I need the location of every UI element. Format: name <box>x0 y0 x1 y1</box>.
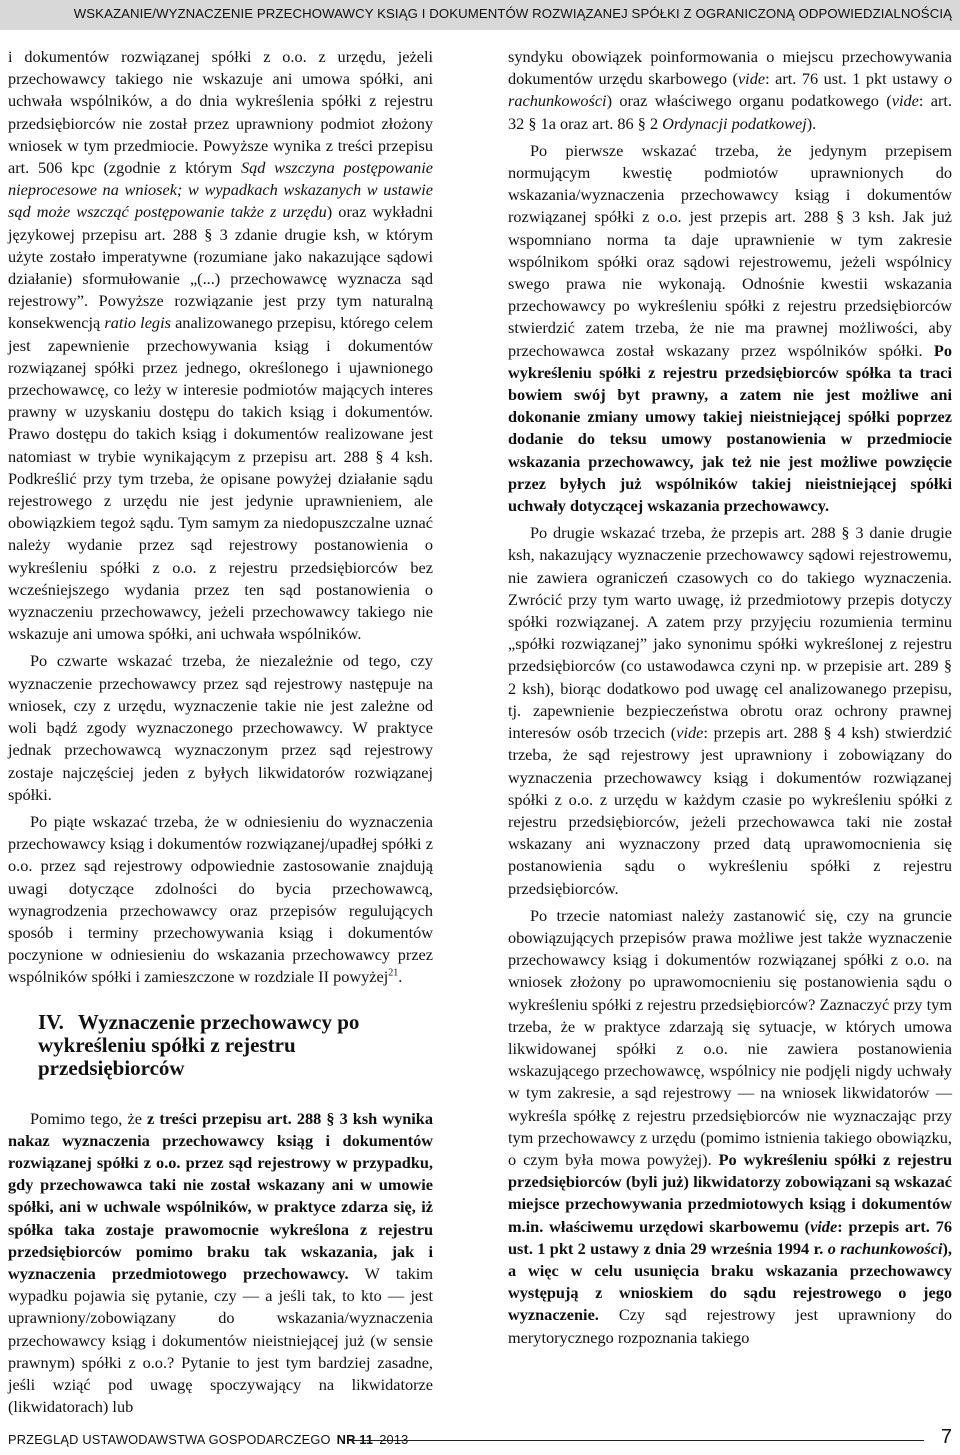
italic-text-run: o rachunkowości <box>508 69 952 111</box>
section-title: Wyznaczenie przechowawcy po wykreśleniu spółki z rejestru przedsiębiorców <box>38 1009 360 1080</box>
paragraph <box>8 811 433 989</box>
issue-number: NR 11 <box>336 1432 374 1447</box>
text-run: syndyku obowiązek poinformowania o miejscu przechowywania dokumentów urzędu skarbowego ( <box>508 47 952 89</box>
italic-text-run: vide <box>891 91 919 111</box>
paragraph <box>8 46 433 645</box>
paragraph: Po czwarte wskazać trzeba, że niezależnie od tego, czy wyznaczenie przechowawcy przez sąd rejestrowy następuje na wniosek, czy z urzędu, wyznaczenie takie nie jest zależne od woli bądź zgody wyznaczonego przechowawcy. W praktyce jednak przechowawcą wyznaczonym przez sąd rejestrowy zostaje najczęściej jeden z byłych likwidatorów rozwiązanej spółki. <box>8 651 433 804</box>
italic-text-run: Ordynacji podatkowej <box>662 113 807 133</box>
text-run: W takim wypadku pojawia się pytanie, czy — a jeśli tak, to kto — jest uprawniony/zobowiązany do wskazania/wyznaczenia przechowawcy ksiąg i dokumentów nieistniejącej już (w sensie prawnym) spółki z o.o.? Pytanie to jest tym bardziej zasadne, jeśli wziąć pod uwagę spoczywający na likwidatorze (likwidatorach) lub <box>8 1263 433 1417</box>
text-run: i dokumentów rozwiązanej spółki z o.o. z urzędu, jeżeli przechowawcy takiego nie wskazuje ani umowa spółki, ani uchwała wspólników, a do dnia wykreślenia spółki z rejestru przedsiębiorców nie został przez uprawniony podmiot złożony wniosek w tym przedmiocie. Powyższe wynika z treści przepisu art. 506 kpc (zgodnie z którym <box>8 47 433 178</box>
paragraph <box>508 140 952 517</box>
journal-name: PRZEGLĄD USTAWODAWSTWA GOSPODARCZEGO <box>8 1432 331 1447</box>
footer-rule <box>348 1440 924 1441</box>
paragraph <box>508 522 952 899</box>
text-run: Po drugie wskazać trzeba, że przepis art. 288 § 3 danie drugie ksh, nakazujący wyznaczenie przechowawcy sądowi rejestrowemu, nie zawiera ograniczeń czasowych co do takiego wyznaczenia. Zwrócić przy tym warto uwagę, iż przedmiotowy przepis dotyczy spółki rozwiązanej. A zatem przy przyjęciu rozumienia terminu „spółki rozwiązanej” jako synonimu spółki wykreślonej z rejestru przedsiębiorców (co ustawodawca czyni np. w przepisie art. 289 § 2 ksh), biorąc dodatkowo pod uwagę cel analizowanego przepisu, tj. zapewnienie bezpieczeństwa obrotu oraz ochrony prawnej interesów osób trzecich ( <box>508 523 952 743</box>
bold-italic-text-run: o rachunkowości <box>827 1238 943 1258</box>
section-heading <box>38 1011 433 1080</box>
text-run: ) oraz właściwego organu podatkowego ( <box>606 91 892 111</box>
bold-text-run: ), a więc w celu usunięcia braku wskazania przechowawcy występują z wnioskiem do sądu rejestrowego o jego wyznaczenie. <box>508 1238 952 1325</box>
bold-italic-text-run: vide <box>810 1216 838 1236</box>
paragraph <box>8 1108 433 1419</box>
text-run: Czy sąd rejestrowy jest uprawniony do merytorycznego rozpoznania takiego <box>508 1305 952 1347</box>
text-run: Po pierwsze wskazać trzeba, że jedynym przepisem normującym kwestię podmiotów uprawnionych do wskazania/wyznaczenia przechowawcy ksiąg i dokumentów rozwiązanej spółki z o.o. jest przepis art. 288 § 3 ksh. Jak już wspomniano norma ta daje uprawnienie w tym zakresie wspólnikom spółki oraz sądowi rejestrowemu, jeżeli wspólnicy swego prawa nie wykonają. Odnośnie kwestii wskazania przechowawcy po wykreśleniu spółki z rejestru przedsiębiorców stwierdzić zatem trzeba, że nie ma prawnej możliwości, aby przechowawca został wskazany przez wspólników spółki. <box>508 140 952 360</box>
paragraph <box>508 905 952 1349</box>
italic-text-run: ratio legis <box>104 313 171 333</box>
bold-text-run: : przepis art. 76 ust. 1 pkt 2 ustawy z dnia 29 września 1994 r. <box>508 1216 953 1258</box>
text-run: analizowanego przepisu, którego celem jest zapewnienie przechowywania ksiąg i dokumentów rozwiązanej spółki przez jednego, określonego i ujawnionego przechowawcę, co leży w interesie podmiotów mających interes prawny w uzyskaniu dostępu do takich ksiąg i dokumentów. Prawo dostępu do takich ksiąg i dokumentów realizowane jest natomiast w trybie wynikającym z przepisu art. 288 § 4 ksh. Podkreślić przy tym trzeba, że opisane powyżej działanie sądu rejestrowego z urzędu nie jest jedynie uprawnieniem, ale obowiązkiem tegoż sądu. Tym samym za niedopuszczalne uznać należy wydanie przez sąd rejestrowy postanowienia o wykreśleniu spółki z o.o. z rejestru przedsiębiorców bez wcześniejszego wydania przez ten sąd postanowienia o wyznaczeniu przechowawcy, jeżeli przechowawcy takiego nie wskazuje ani umowa spółki, ani uchwała wspólników. <box>8 313 433 644</box>
text-run: . <box>398 967 403 987</box>
text-run: Pomimo tego, że <box>30 1108 148 1128</box>
running-header-title: WSKAZANIE/WYZNACZENIE PRZECHOWAWCY KSIĄG I DOKUMENTÓW ROZWIĄZANEJ SPÓŁKI Z OGRANICZONĄ ODPOWIEDZIALNOŚCIĄ <box>73 6 952 21</box>
bold-text-run: z treści przepisu art. 288 § 3 ksh wynika nakaz wyznaczenia przechowawcy ksiąg i dokumentów rozwiązanej spółki z o.o. przez sąd rejestrowy w przypadku, gdy przechowawca taki nie został wskazany ani w umowie spółki, ani w uchwale wspólników, w praktyce zdarza się, iż spółka taka zostaje prawomocnie wykreślona z rejestru przedsiębiorców pomimo braku tak wskazania, jak i wyznaczenia przedmiotowego przechowawcy. <box>8 1108 434 1283</box>
text-run: Po trzecie natomiast należy zastanowić się, czy na gruncie obowiązujących przepisów prawa możliwe jest także wyznaczenie przechowawcy ksiąg i dokumentów rozwiązanej spółki z o.o. na wniosek złożony po uprawomocnieniu się postanowienia sądu o wykreśleniu spółki z rejestru przedsiębiorców? Zaznaczyć przy tym trzeba, że w praktyce zdarzają się sytuacje, w których umowa likwidowanej spółki z o.o. nie zawiera postanowienia wskazującego przechowawcę, wspólnicy nie podjęli nigdy uchwały w tym zakresie, a sąd rejestrowy — na wniosek likwidatorów — wykreśla spółkę z rejestru przedsiębiorców nie wyznaczając przy tym przechowawcy z urzędu (pomimo istnienia takiego obowiązku, o czym była mowa powyżej). <box>508 905 952 1169</box>
issue-year: 2013 <box>379 1432 409 1447</box>
right-column <box>508 46 952 1349</box>
text-run: : art. 76 ust. 1 pkt ustawy <box>765 69 944 89</box>
text-run: Po piąte wskazać trzeba, że w odniesieniu do wyznaczenia przechowawcy ksiąg i dokumentów rozwiązanej/upadłej spółki z o.o. przez sąd rejestrowy odpowiednie zastosowanie znajdują uwagi dotyczące zdolności do bycia przechowawcą, wynagrodzenia przechowawcy oraz przepisów regulujących sposób i terminy przechowywania ksiąg i dokumentów poczynione w odniesieniu do wskazania przechowawcy przez wspólników spółki i zamieszczone w rozdziale II powyżej <box>8 811 433 987</box>
footnote-marker[interactable]: 21 <box>388 967 399 979</box>
bold-text-run: Po wykreśleniu spółki z rejestru przedsiębiorców (byli już) likwidatorzy zobowiązani są wskazać miejsce przechowywania przedmiotowych ksiąg i dokumentów m.in. właściwemu urzędowi skarbowemu ( <box>508 1149 952 1236</box>
italic-text-run: vide <box>737 69 766 89</box>
paragraph <box>508 46 952 135</box>
page-number: 7 <box>940 1426 952 1448</box>
text-run: : art. 32 § 1a oraz art. 86 § 2 <box>508 91 952 133</box>
text-run: ). <box>806 113 817 133</box>
italic-text-run: vide <box>676 723 704 743</box>
running-header <box>0 0 960 30</box>
text-run: ) oraz wykładni językowej przepisu art. 288 § 3 zdanie drugie ksh, w którym użyte zostało imperatywne (rozumiane jako nakazujące sądowi działanie) sformułowanie „(...) przechowawcę wyznacza sąd rejestrowy”. Powyższe rozwiązanie jest przy tym naturalną konsekwencją <box>8 202 434 333</box>
bold-text-run: Po wykreśleniu spółki z rejestru przedsiębiorców spółka ta traci bowiem swój byt prawny, a zatem nie jest możliwe ani dokonanie zmiany umowy takiej nieistniejącej spółki poprzez dodanie do teksu umowy postanowienia w przedmiocie wskazania przechowawcy, jak też nie jest możliwe powzięcie przez byłych już wspólników takiej nieistniejącej spółki uchwały dotyczącej wskazania przechowawcy. <box>508 340 952 516</box>
italic-text-run: Sąd wszczyna postępowanie nieprocesowe na wniosek; w wypadkach wskazanych w ustawie sąd może wszcząć postępowanie także z urzędu <box>8 158 434 222</box>
page-footer <box>8 1426 952 1450</box>
text-run: : przepis art. 288 § 4 ksh) stwierdzić trzeba, że sąd rejestrowy jest uprawniony i zobowiązany do wyznaczenia przechowawcy ksiąg i dokumentów rozwiązanej spółki z o.o. z urzędu w każdym czasie po wykreśleniu spółki z rejestru przedsiębiorców, jeżeli przechowawca taki nie został wskazany ani wyznaczony przed datą uprawomocnienia się postanowienia sądu o wykreśleniu spółki z rejestru przedsiębiorców. <box>508 723 953 898</box>
left-column <box>8 46 433 1418</box>
section-number: IV. <box>38 1009 64 1034</box>
